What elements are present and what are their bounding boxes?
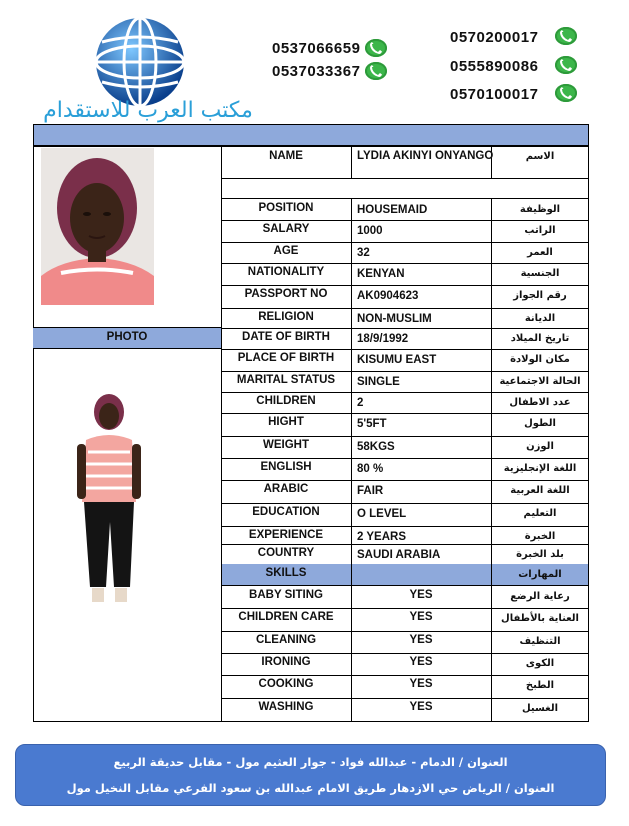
- field-label: WEIGHT: [263, 439, 309, 451]
- field-value: 2 YEARS: [357, 531, 407, 543]
- skill-label-ar: التنظيف: [519, 636, 561, 647]
- field-value: 1000: [357, 225, 383, 237]
- globe-logo-icon: [92, 14, 188, 110]
- skill-label-ar: رعاية الرضع: [510, 591, 570, 602]
- field-value: 32: [357, 247, 370, 259]
- name-label-ar: الاسم: [525, 151, 555, 162]
- skill-label-ar: الطبخ: [525, 680, 555, 691]
- field-label-ar: الوظيفة: [519, 204, 561, 215]
- skill-label: BABY SITING: [249, 589, 323, 601]
- skill-value: YES: [409, 678, 433, 690]
- field-label: RELIGION: [258, 311, 314, 323]
- field-label-ar: بلد الخبرة: [516, 549, 564, 560]
- phone-number[interactable]: 0570100017: [450, 86, 539, 103]
- address-line-riyadh: العنوان / الرياض حي الازدهار طريق الامام عبدالله بن سعود الفرعي مقابل النخيل مول: [66, 781, 555, 795]
- field-value: SAUDI ARABIA: [357, 549, 441, 561]
- field-value: SINGLE: [357, 376, 400, 388]
- phone-number[interactable]: 0555890086: [450, 58, 539, 75]
- field-label-ar: رقم الجواز: [513, 290, 567, 301]
- field-value: 5'5FT: [357, 418, 387, 430]
- company-logo-text: مكتب العرب للاستقدام: [43, 98, 253, 123]
- skill-label: COOKING: [258, 678, 314, 690]
- field-label-ar: العمر: [527, 247, 553, 258]
- field-label-ar: التعليم: [523, 508, 557, 519]
- field-label: HIGHT: [268, 416, 304, 428]
- field-value: O LEVEL: [357, 508, 407, 520]
- field-label-ar: الوزن: [526, 441, 554, 452]
- field-label: COUNTRY: [257, 547, 315, 559]
- address-footer: [15, 744, 606, 806]
- field-value: HOUSEMAID: [357, 204, 428, 216]
- skill-label-ar: العناية بالأطفال: [501, 613, 579, 624]
- field-label: NATIONALITY: [247, 266, 325, 278]
- name-value: LYDIA AKINYI ONYANGO: [357, 150, 494, 162]
- field-label-ar: مكان الولادة: [510, 354, 570, 365]
- field-label: MARITAL STATUS: [236, 374, 336, 386]
- field-label-ar: تاريخ الميلاد: [510, 333, 570, 344]
- field-value: 80 %: [357, 463, 384, 475]
- skill-label: WASHING: [258, 701, 314, 713]
- field-value: KENYAN: [357, 268, 405, 280]
- full-body-photo: [72, 392, 148, 608]
- field-label: EXPERIENCE: [248, 529, 324, 541]
- field-label: ENGLISH: [260, 461, 312, 473]
- field-label: DATE OF BIRTH: [242, 331, 330, 343]
- address-line-dammam: العنوان / الدمام - عبدالله فواد - جوار العثيم مول - مقابل حديقة الربيع: [113, 755, 508, 769]
- field-label: EDUCATION: [252, 506, 320, 518]
- field-value: NON-MUSLIM: [357, 313, 432, 325]
- field-label-ar: الراتب: [524, 225, 556, 236]
- skills-header-label-ar: المهارات: [518, 569, 562, 580]
- field-label: ARABIC: [263, 483, 309, 495]
- phone-number[interactable]: 0570200017: [450, 29, 539, 46]
- field-label: POSITION: [258, 202, 314, 214]
- phone-number[interactable]: 0537033367: [272, 63, 361, 80]
- field-label-ar: الحالة الاجتماعية: [499, 376, 581, 387]
- skill-value: YES: [409, 656, 433, 668]
- field-label: CHILDREN: [256, 395, 316, 407]
- skills-header-label: SKILLS: [265, 567, 307, 579]
- skill-label: IRONING: [261, 656, 311, 668]
- name-label: NAME: [269, 150, 303, 162]
- field-value: 2: [357, 397, 364, 409]
- skill-label: CLEANING: [255, 634, 317, 646]
- top-bar: [33, 124, 589, 146]
- field-label-ar: اللغة العربية: [510, 485, 570, 496]
- skill-value: YES: [409, 701, 433, 713]
- skill-label-ar: الغسيل: [521, 703, 558, 714]
- field-value: KISUMU EAST: [357, 354, 437, 366]
- field-value: FAIR: [357, 485, 384, 497]
- whatsapp-icon: [555, 56, 577, 74]
- whatsapp-icon: [365, 62, 387, 80]
- phone-number[interactable]: 0537066659: [272, 40, 361, 57]
- field-value: 18/9/1992: [357, 333, 409, 345]
- photo-label: PHOTO: [106, 331, 148, 343]
- field-label-ar: الخبرة: [524, 531, 556, 542]
- skill-value: YES: [409, 589, 433, 601]
- skill-value: YES: [409, 634, 433, 646]
- field-label: PLACE OF BIRTH: [237, 352, 335, 364]
- field-label: AGE: [273, 245, 299, 257]
- whatsapp-icon: [555, 84, 577, 102]
- portrait-photo: [41, 148, 154, 305]
- field-label-ar: الديانة: [524, 313, 556, 324]
- skill-label-ar: الكوى: [525, 658, 555, 669]
- field-value: AK0904623: [357, 290, 419, 302]
- field-label: PASSPORT NO: [244, 288, 328, 300]
- field-label-ar: اللغة الإنجليزية: [503, 463, 577, 474]
- field-label-ar: الطول: [524, 418, 556, 429]
- field-label-ar: عدد الاطفال: [509, 397, 571, 408]
- whatsapp-icon: [555, 27, 577, 45]
- field-label-ar: الجنسية: [520, 268, 560, 279]
- field-value: 58KGS: [357, 441, 395, 453]
- skill-value: YES: [409, 611, 433, 623]
- field-label: SALARY: [262, 223, 310, 235]
- whatsapp-icon: [365, 39, 387, 57]
- skill-label: CHILDREN CARE: [238, 611, 334, 623]
